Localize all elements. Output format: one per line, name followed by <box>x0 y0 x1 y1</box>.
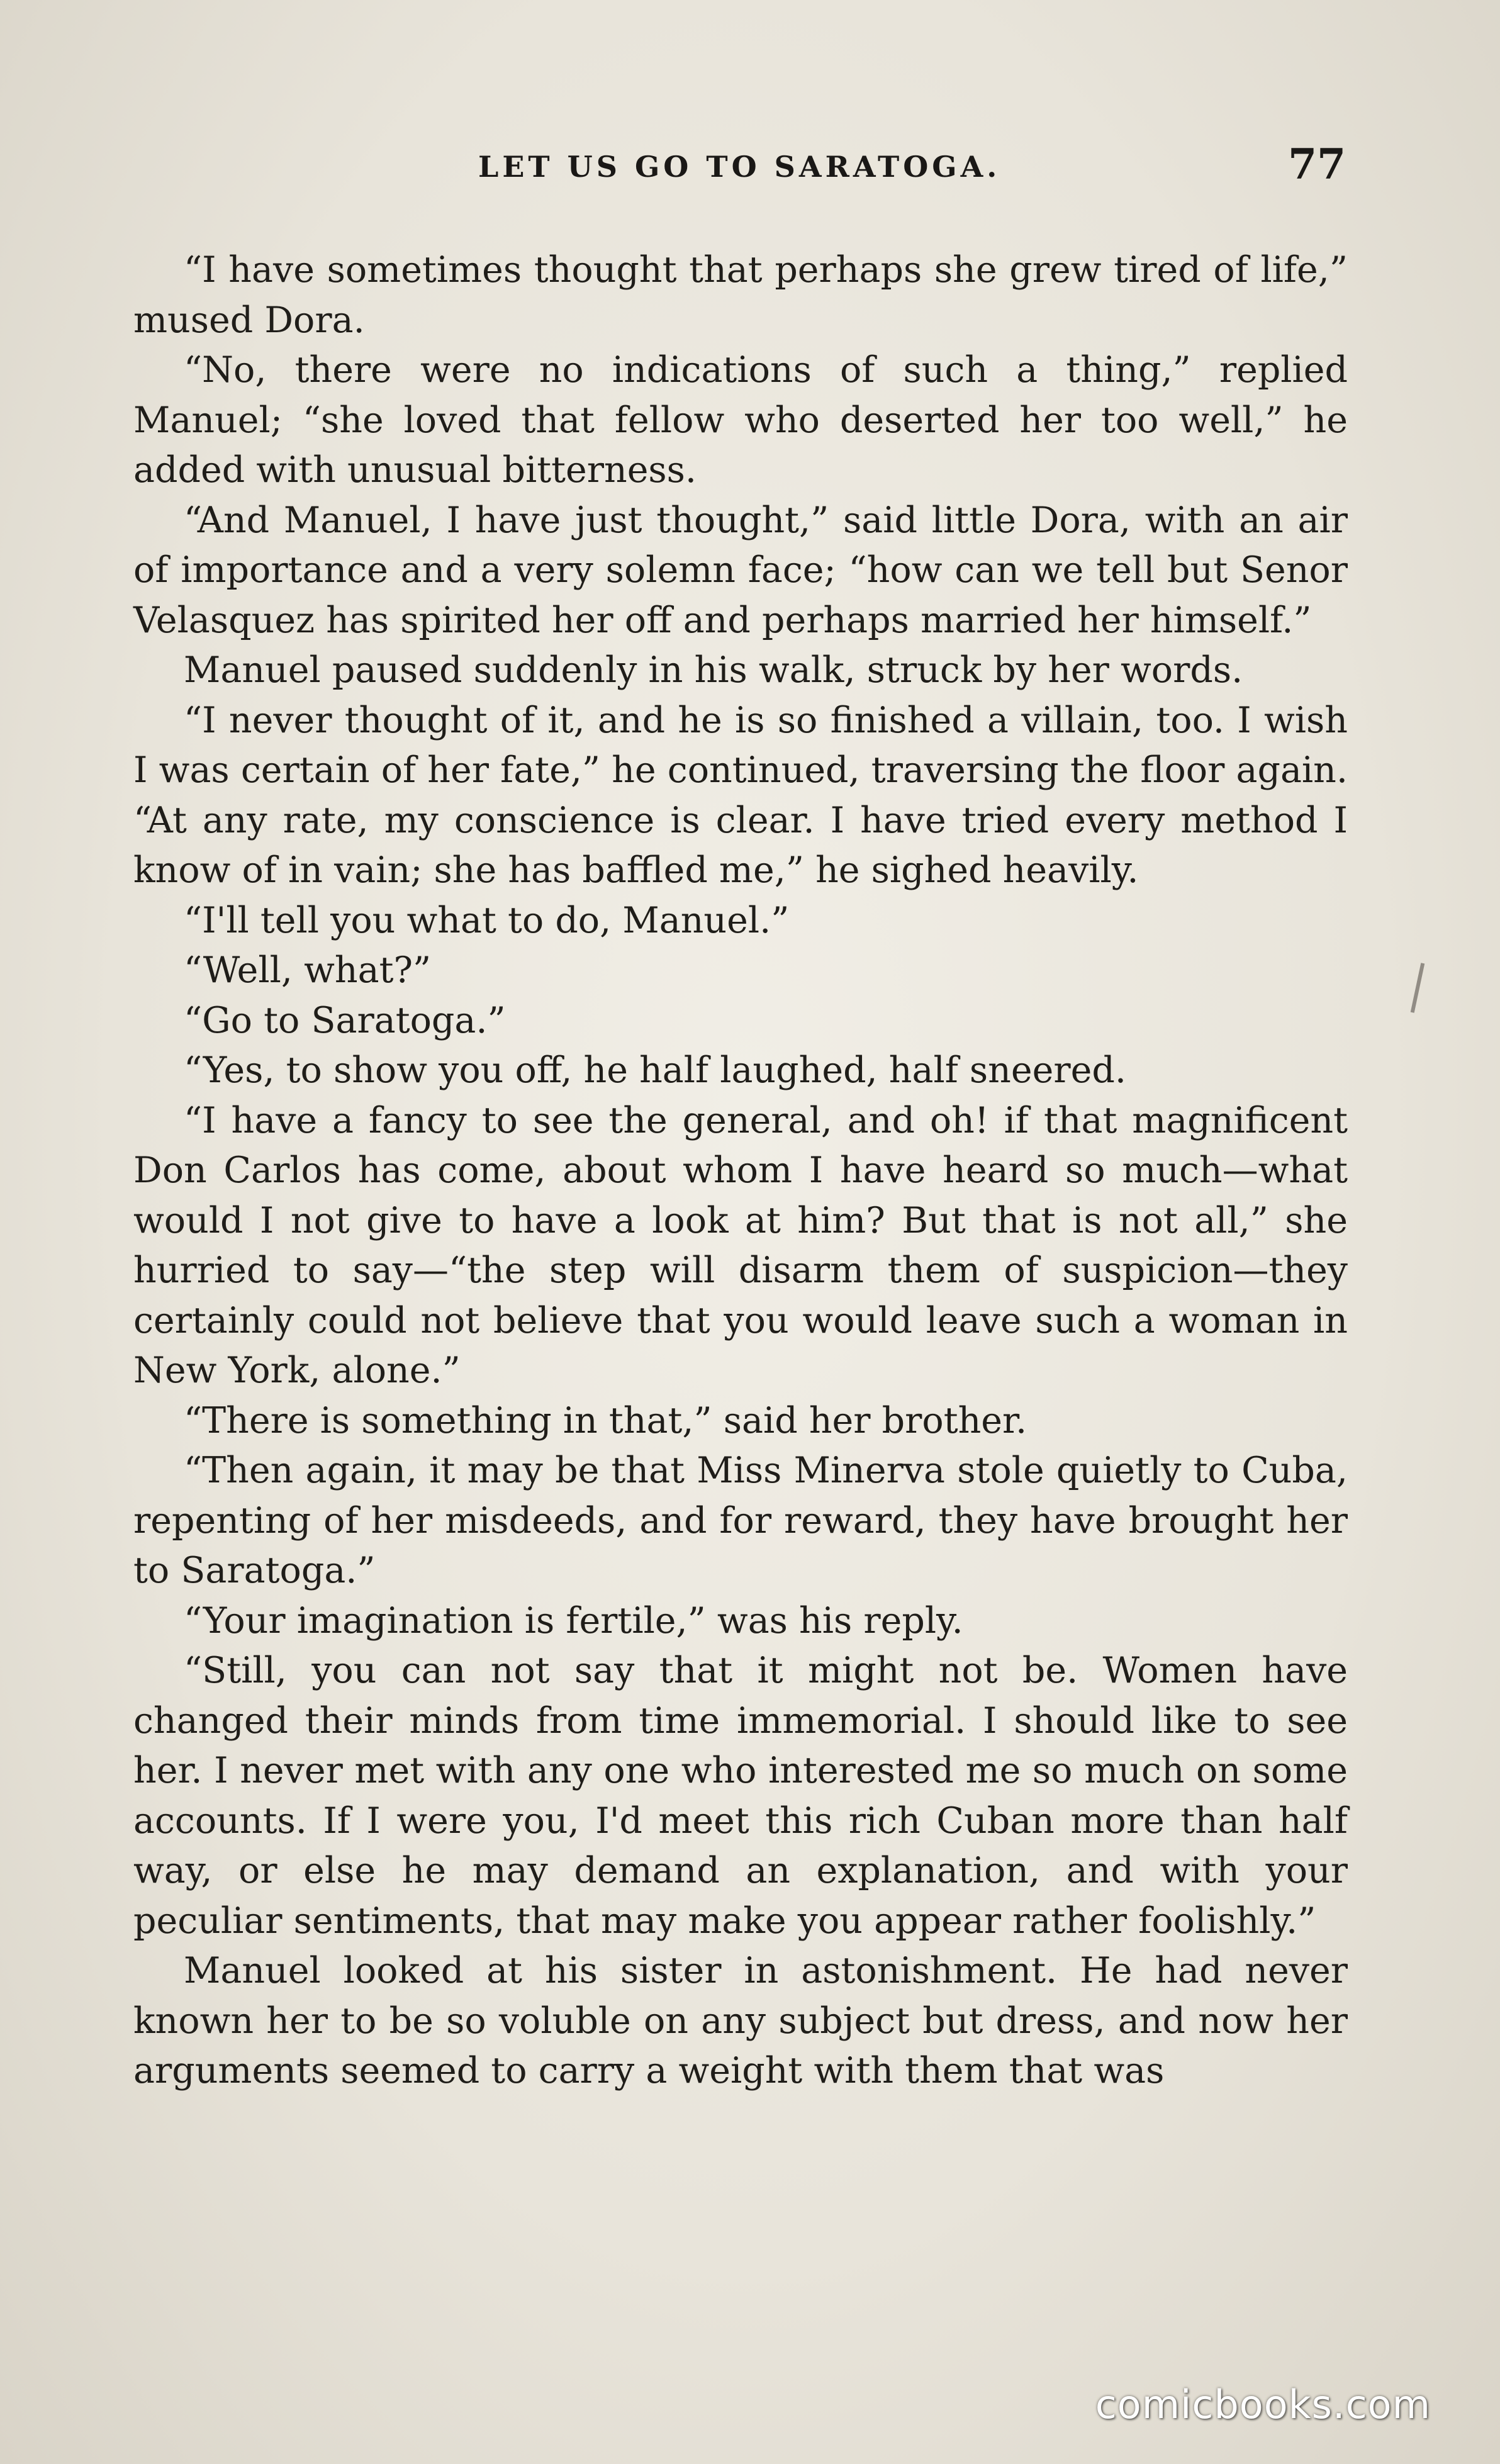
watermark: comicbooks.com <box>1095 2382 1431 2428</box>
paragraph: “And Manuel, I have just thought,” said little Dora, with an air of importance and a very solemn face; “how can we tell but Senor Velasquez has spirited her off and perhaps married her himself.” <box>133 499 1348 641</box>
paragraph: “Go to Saratoga.” <box>184 999 506 1041</box>
paragraph: “Yes, to show you off, he half laughed, half sneered. <box>184 1050 1126 1091</box>
paragraph: “I never thought of it, and he is so finished a villain, too. I wish I was certain of her fate,” he continued, traversing the floor again. “At any rate, my conscience is clear. I have tried every method I know of in vain; she has baffled me,” he sighed heavily. <box>133 699 1348 891</box>
paragraph: “I have a fancy to see the general, and oh! if that magnificent Don Carlos has come, about whom I have heard so much—what would I not give to have a look at him? But that is not all,” she hurried to say—“the step will disarm them of suspicion—they certainly could not believe that you would leave such a woman in New York, alone.” <box>133 1099 1348 1391</box>
paragraph: Manuel looked at his sister in astonishment. He had never known her to be so voluble on any subject but dress, and now her arguments seemed to carry a weight with them that was <box>133 1950 1348 2092</box>
page-number: 77 <box>1288 140 1346 189</box>
pencil-mark <box>1411 963 1425 1012</box>
paragraph: “There is something in that,” said her brother. <box>184 1399 1027 1442</box>
body-text <box>133 245 1348 2097</box>
paragraph: “Well, what?” <box>184 949 432 991</box>
running-head: LET US GO TO SARATOGA. <box>478 150 1001 184</box>
paragraph: “I'll tell you what to do, Manuel.” <box>184 899 790 941</box>
paragraph: “Then again, it may be that Miss Minerva stole quietly to Cuba, repenting of her misdeeds, and for reward, they have brought her to Saratoga.” <box>133 1450 1348 1591</box>
paragraph: “Still, you can not say that it might not be. Women have changed their minds from time immemorial. I should like to see her. I never met with any one who interested me so much on some accounts. If I were you, I'd meet this rich Cuban more than half way, or else he may demand an explanation, and with your peculiar sentiments, that may make you appear rather foolishly.” <box>133 1650 1348 1942</box>
paragraph: “No, there were no indications of such a thing,” replied Manuel; “she loved that fellow who deserted her too well,” he added with unusual bitterness. <box>133 349 1348 491</box>
paragraph: Manuel paused suddenly in his walk, struck by her words. <box>184 649 1243 691</box>
paragraph: “Your imagination is fertile,” was his reply. <box>184 1599 963 1642</box>
paragraph: “I have sometimes thought that perhaps she grew tired of life,” mused Dora. <box>133 249 1348 341</box>
